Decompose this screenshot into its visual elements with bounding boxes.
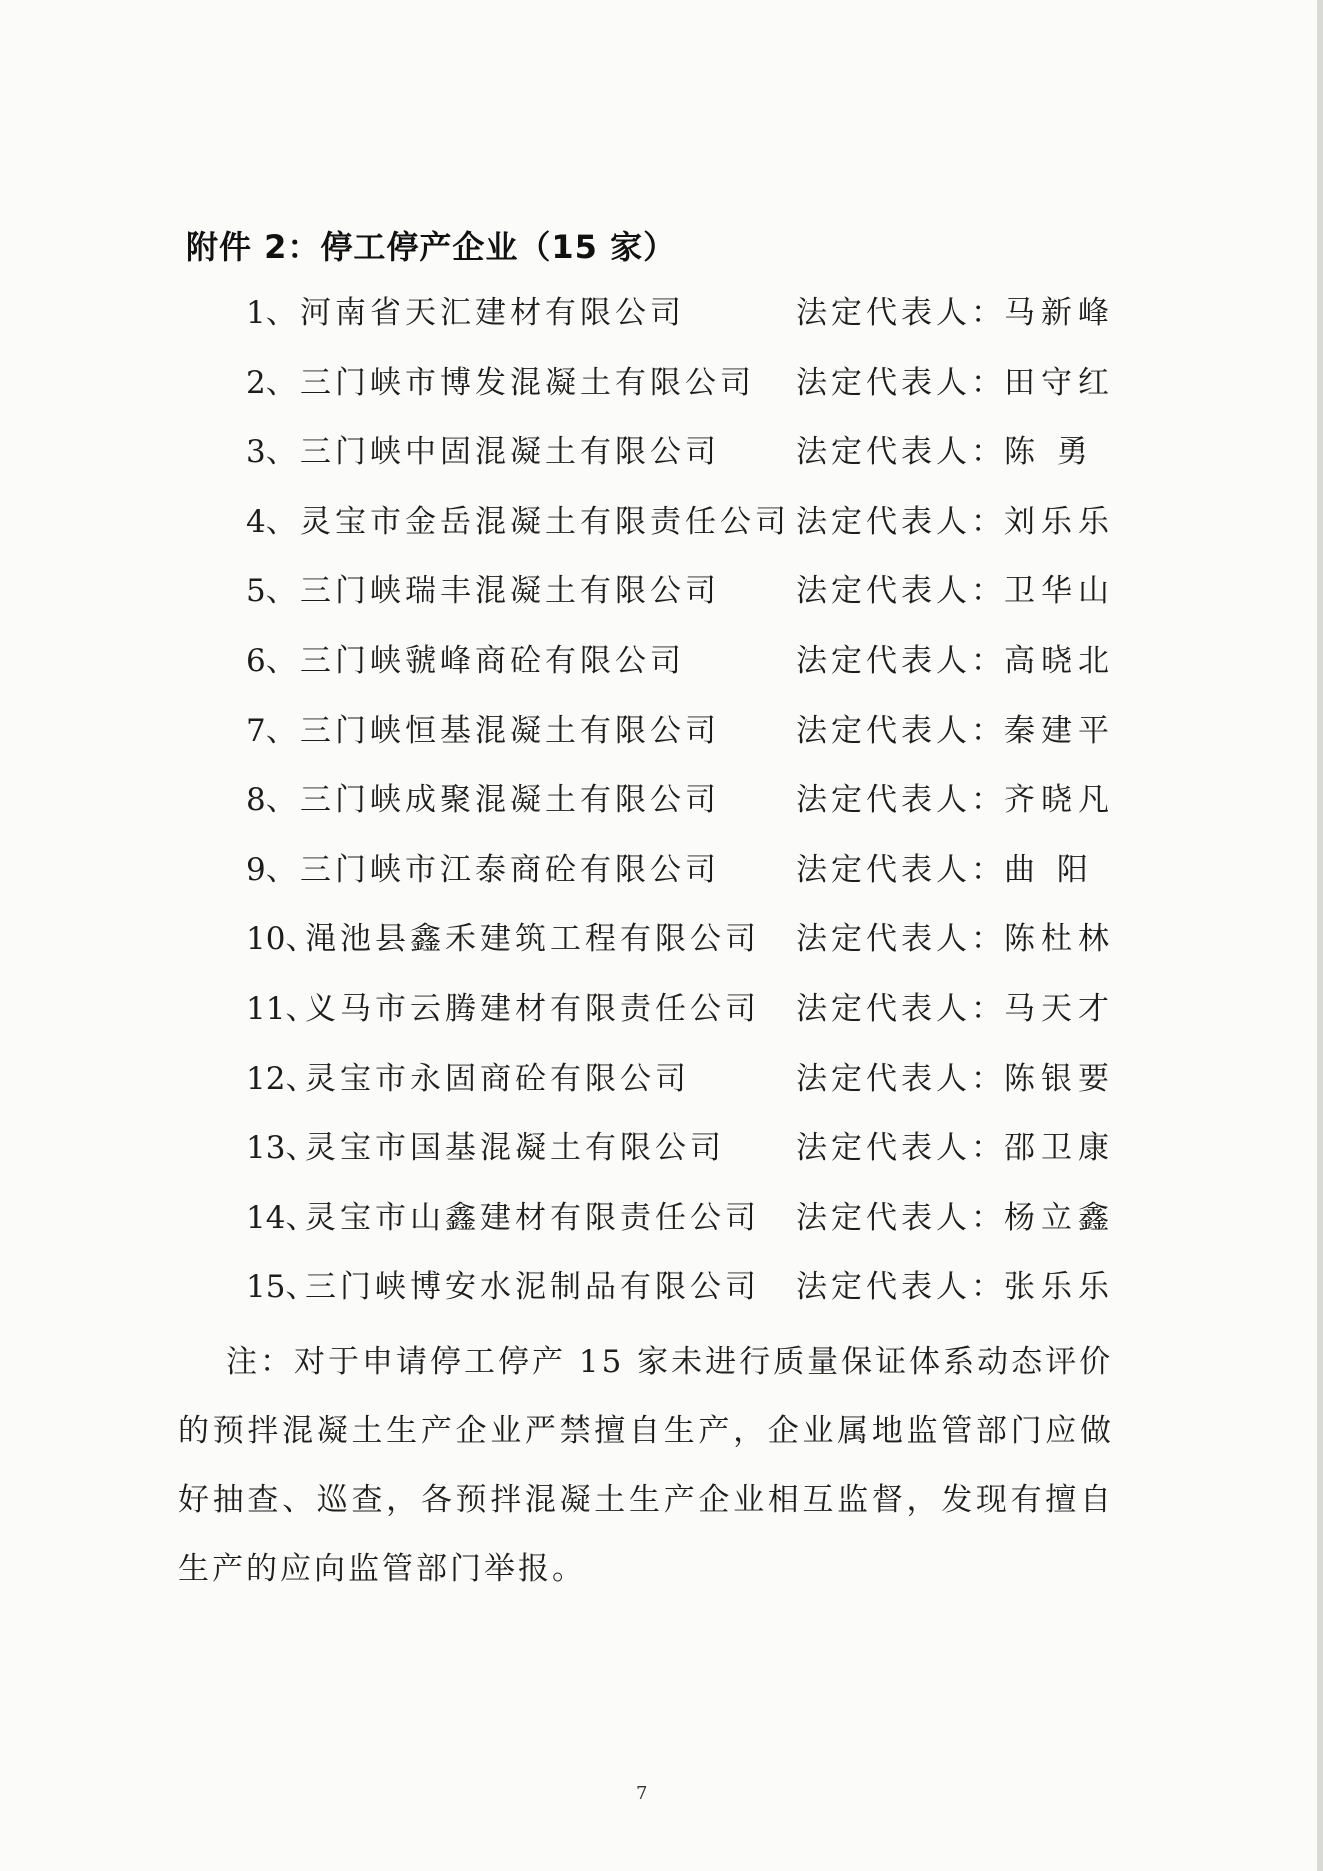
company-name: 义马市云腾建材有限责任公司 <box>305 991 760 1027</box>
representative-name: 高晓北 <box>1004 643 1115 679</box>
representative-name: 刘乐乐 <box>1004 503 1115 540</box>
page-number: 7 <box>636 1783 648 1804</box>
representative-label: 法定代表人： <box>796 643 1006 679</box>
company-name: 三门峡虢峰商砼有限公司 <box>300 643 685 679</box>
representative-name: 邵卫康 <box>1004 1130 1115 1167</box>
company-name: 渑池县鑫禾建筑工程有限公司 <box>305 921 760 958</box>
company-name: 三门峡博安水泥制品有限公司 <box>305 1269 760 1306</box>
item-number: 2、 <box>246 364 297 401</box>
item-number: 9、 <box>246 851 297 888</box>
list-item <box>0 780 1323 820</box>
item-number: 3、 <box>246 434 297 471</box>
list-item <box>0 432 1323 472</box>
item-number: 14、 <box>246 1199 317 1236</box>
item-number: 12、 <box>246 1060 317 1097</box>
company-name: 三门峡成聚混凝土有限公司 <box>300 782 720 819</box>
representative-name: 马新峰 <box>1004 295 1115 331</box>
list-item <box>0 1059 1323 1099</box>
company-name: 三门峡市江泰商砼有限公司 <box>300 851 720 888</box>
representative-label: 法定代表人： <box>796 1269 1006 1306</box>
representative-label: 法定代表人： <box>796 712 1006 749</box>
item-number: 15、 <box>246 1269 317 1306</box>
representative-name: 陈 勇 <box>1004 434 1094 471</box>
item-number: 6、 <box>246 643 297 679</box>
representative-name: 卫华山 <box>1004 573 1115 610</box>
company-name: 河南省天汇建材有限公司 <box>300 295 685 331</box>
representative-label: 法定代表人： <box>796 364 1006 401</box>
list-item <box>0 919 1323 959</box>
list-item <box>0 850 1323 890</box>
item-number: 10、 <box>246 921 317 958</box>
list-item <box>0 363 1323 403</box>
representative-label: 法定代表人： <box>796 503 1006 540</box>
company-name: 三门峡市博发混凝土有限公司 <box>300 364 755 401</box>
item-number: 7、 <box>246 712 297 749</box>
representative-name: 陈杜林 <box>1004 921 1115 958</box>
attachment-heading: 附件 2：停工停产企业（15 家） <box>186 228 677 266</box>
list-item <box>0 711 1323 751</box>
list-item <box>0 1267 1323 1307</box>
representative-label: 法定代表人： <box>796 434 1006 471</box>
representative-name: 田守红 <box>1004 364 1115 401</box>
list-item <box>0 989 1323 1029</box>
note-first-line: 注：对于申请停工停产 15 家未进行质量保证体系动态评价 <box>226 1344 1114 1380</box>
list-item <box>0 571 1323 611</box>
representative-label: 法定代表人： <box>796 1060 1006 1097</box>
representative-label: 法定代表人： <box>796 573 1006 610</box>
list-item <box>0 641 1323 681</box>
company-name: 三门峡中固混凝土有限公司 <box>300 434 720 471</box>
list-item <box>0 502 1323 542</box>
representative-name: 秦建平 <box>1004 712 1115 749</box>
item-number: 5、 <box>246 573 297 610</box>
item-number: 4、 <box>246 503 297 540</box>
company-name: 灵宝市永固商砼有限公司 <box>305 1060 690 1097</box>
item-number: 13、 <box>246 1130 317 1167</box>
list-item <box>0 293 1323 333</box>
representative-name: 杨立鑫 <box>1004 1199 1115 1236</box>
representative-name: 张乐乐 <box>1004 1269 1115 1306</box>
item-number: 8、 <box>246 782 297 819</box>
representative-label: 法定代表人： <box>796 1199 1006 1236</box>
company-name: 三门峡瑞丰混凝土有限公司 <box>300 573 720 610</box>
note-paragraph <box>178 1328 1114 1604</box>
representative-name: 马天才 <box>1004 991 1115 1027</box>
company-name: 灵宝市国基混凝土有限公司 <box>305 1130 725 1167</box>
company-name: 三门峡恒基混凝土有限公司 <box>300 712 720 749</box>
representative-label: 法定代表人： <box>796 851 1006 888</box>
item-number: 1、 <box>246 295 297 331</box>
representative-name: 齐晓凡 <box>1004 782 1115 819</box>
list-item <box>0 1128 1323 1168</box>
company-name: 灵宝市山鑫建材有限责任公司 <box>305 1199 760 1236</box>
representative-label: 法定代表人： <box>796 1130 1006 1167</box>
representative-label: 法定代表人： <box>796 991 1006 1027</box>
representative-name: 陈银要 <box>1004 1060 1115 1097</box>
company-name: 灵宝市金岳混凝土有限责任公司 <box>300 503 790 540</box>
representative-name: 曲 阳 <box>1004 851 1094 888</box>
item-number: 11、 <box>246 991 317 1027</box>
list-item <box>0 1198 1323 1238</box>
representative-label: 法定代表人： <box>796 921 1006 958</box>
note-body: 的预拌混凝土生产企业严禁擅自生产，企业属地监管部门应做好抽查、巡查，各预拌混凝土生产企业相互监督，发现有擅自生产的应向监管部门举报。 <box>178 1413 1114 1587</box>
representative-label: 法定代表人： <box>796 782 1006 819</box>
representative-label: 法定代表人： <box>796 295 1006 331</box>
